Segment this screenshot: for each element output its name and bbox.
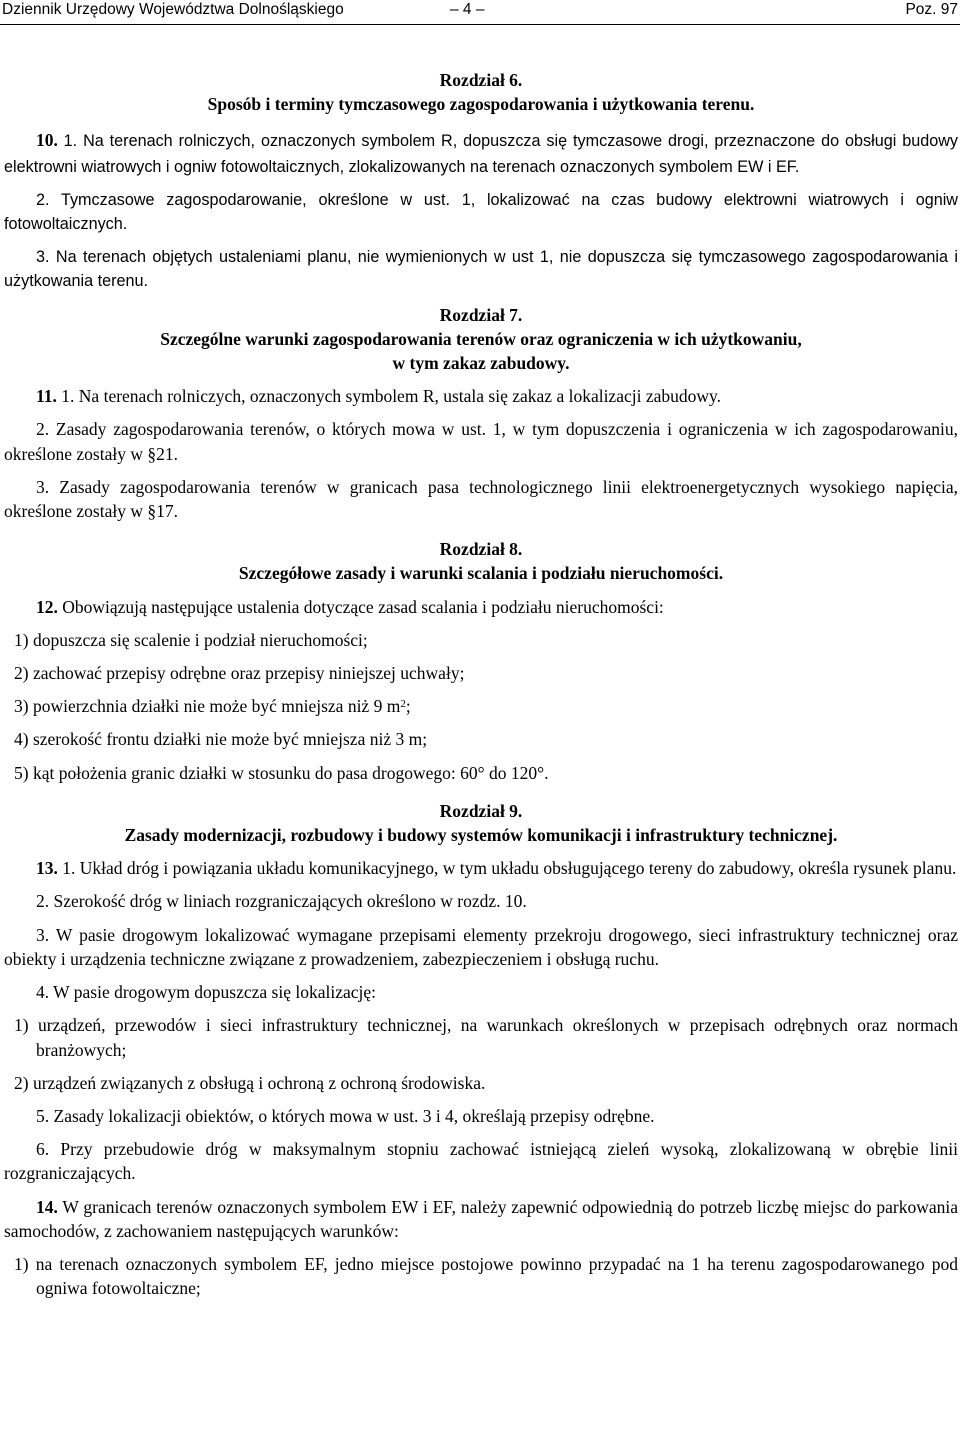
par-13-ust-1-text: 1. Układ dróg i powiązania układu komunikacyjnego, w tym układu obsługującego tereny do zabudowy, określa rysunek planu. [57, 858, 957, 879]
par-13-ust-4: 4. W pasie drogowym dopuszcza się lokalizację: [36, 982, 377, 1003]
par-13-ust-1 [4, 856, 958, 880]
par-11-ust-3: 3. Zasady zagospodarowania terenów w granicach pasa technologicznego linii elektroenergetycznych wysokiego napięcia, określone zostały w §17. [4, 476, 958, 522]
par-13-ust-3: 3. W pasie drogowym lokalizować wymagane przepisami elementy przekroju drogowego, sieci infrastruktury technicznej oraz obiekty i urządzenia techniczne związane z prowadzeniem, zabezpieczeniem i obsługą ruchu. [4, 924, 958, 969]
par-12-intro [4, 595, 958, 619]
chapter-7-subtitle-line-1: Szczególne warunki zagospodarowania terenów oraz ograniczenia w ich użytkowaniu, [160, 328, 802, 349]
par-12-item-4: 4) szerokość frontu działki nie może być mniejsza niż 3 m; [14, 729, 428, 750]
journal-title: Dziennik Urzędowy Województwa Dolnośląskiego [2, 1, 344, 18]
par-10-ust-1 [4, 128, 958, 178]
par-12-item-3-end: ; [405, 696, 411, 717]
par-10-ust-1-text: 1. Na terenach rolniczych, oznaczonych symbolem R, dopuszcza się tymczasowe drogi, przeznaczone do obsługi budowy elektrowni wiatrowych i ogniw fotowoltaicznych, zlokalizowanych na terenach oznaczonych symbolem EW i EF. [4, 132, 959, 176]
par-12-intro-text: Obowiązują następujące ustalenia dotyczące zasad scalania i podziału nieruchomości: [57, 596, 664, 617]
superscript-2: 2 [400, 698, 406, 711]
par-14-intro-text: W granicach terenów oznaczonych symbolem EW i EF, należy zapewnić odpowiednią do potrzeb liczbę miejsc do parkowania samochodów, z zachowaniem następujących warunków: [4, 1196, 958, 1241]
par-13-number: 13. [36, 858, 58, 879]
par-11-ust-2: 2. Zasady zagospodarowania terenów, o których mowa w ust. 1, w tym dopuszczenia i ograniczenia w ich zagospodarowaniu, określone zostały w §21. [4, 419, 958, 464]
par-12-item-5: 5) kąt położenia granic działki w stosunku do pasa drogowego: 60° do 120°. [14, 762, 549, 783]
chapter-6-subtitle: Sposób i terminy tymczasowego zagospodarowania i użytkowania terenu. [207, 94, 755, 115]
position-number: Poz. 97 [905, 1, 958, 18]
document-body [4, 68, 958, 1300]
par-10-ust-3: 3. Na terenach objętych ustaleniami planu, nie wymienionych w ust 1, nie dopuszcza się tymczasowego zagospodarowania i użytkowania terenu. [4, 248, 958, 291]
page-header [0, 0, 960, 25]
par-12-number: 12. [36, 596, 58, 617]
par-13-ust-2: 2. Szerokość dróg w liniach rozgraniczających określono w rozdz. 10. [36, 891, 527, 912]
par-12-item-1: 1) dopuszcza się scalenie i podział nieruchomości; [14, 629, 368, 650]
page-number: – 4 – [450, 1, 485, 18]
par-13-ust-5: 5. Zasady lokalizacji obiektów, o których mowa w ust. 3 i 4, określają przepisy odrębne. [36, 1105, 655, 1126]
par-11-number: 11. [36, 386, 57, 407]
par-14-intro [4, 1195, 958, 1243]
par-12-item-2: 2) zachować przepisy odrębne oraz przepisy niniejszej uchwały; [14, 663, 465, 684]
chapter-8-subtitle: Szczegółowe zasady i warunki scalania i podziału nieruchomości. [238, 563, 724, 584]
par-14-number: 14. [36, 1196, 58, 1217]
chapter-7-title: Rozdział 7. [439, 304, 523, 325]
par-14-item-1: 1) na terenach oznaczonych symbolem EF, jedno miejsce postojowe powinno przypadać na 1 ha terenu zagospodarowanego pod ogniwa fotowoltaiczne; [14, 1253, 958, 1299]
chapter-9-title: Rozdział 9. [439, 800, 523, 821]
chapter-8-title: Rozdział 8. [439, 539, 523, 560]
par-13-ust-4-item-1: 1) urządzeń, przewodów i sieci infrastruktury technicznej, na warunkach określonych w przepisach odrębnych oraz normach branżowych; [14, 1015, 958, 1060]
chapter-7-subtitle-line-2: w tym zakaz zabudowy. [392, 353, 570, 374]
par-13-ust-4-item-2: 2) urządzeń związanych z obsługą i ochroną z ochroną środowiska. [14, 1072, 486, 1093]
par-10-number: 10. [36, 130, 58, 151]
par-11-ust-1-text: 1. Na terenach rolniczych, oznaczonych symbolem R, ustala się zakaz a lokalizacji zabudowy. [56, 386, 721, 407]
chapter-9-subtitle: Zasady modernizacji, rozbudowy i budowy systemów komunikacji i infrastruktury technicznej. [124, 825, 838, 846]
par-12-item-3-text: 3) powierzchnia działki nie może być mniejsza niż 9 m [14, 696, 401, 717]
par-13-ust-6: 6. Przy przebudowie dróg w maksymalnym stopniu zachować istniejącą zieleń wysoką, zlokalizowaną w obrębie linii rozgraniczających. [4, 1139, 958, 1184]
chapter-6-title: Rozdział 6. [439, 70, 523, 90]
par-11-ust-1 [4, 384, 958, 408]
par-10-ust-2: 2. Tymczasowe zagospodarowanie, określone w ust. 1, lokalizować na czas budowy elektrowni wiatrowych i ogniw fotowoltaicznych. [4, 190, 958, 234]
par-12-item-3 [4, 694, 958, 718]
